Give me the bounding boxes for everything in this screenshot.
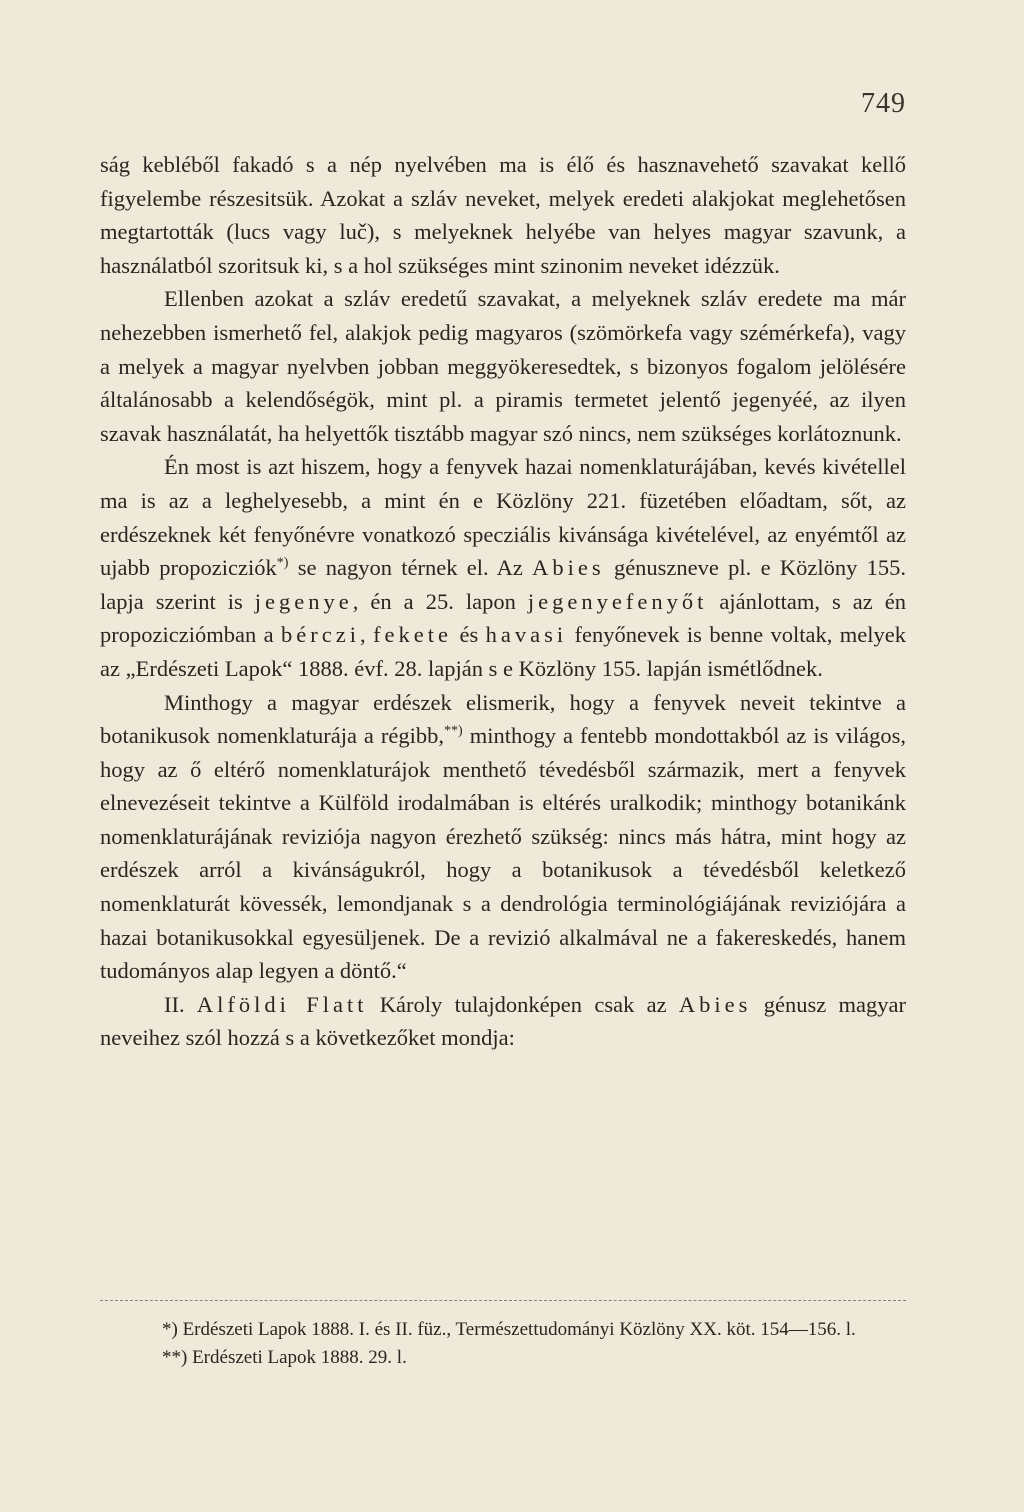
- footnote-ref-2: **): [444, 723, 463, 739]
- paragraph-5-text-a: II.: [164, 991, 197, 1017]
- term-abies-2: Abies: [678, 991, 752, 1017]
- author-name: Alföldi Flatt: [196, 991, 368, 1017]
- footnote-divider: [100, 1300, 906, 1301]
- paragraph-3-text-c: génuszneve pl. e Közlöny 155. lapja szerint is: [100, 555, 906, 614]
- term-jegenye: jegenye: [254, 588, 353, 614]
- footnotes: [100, 1316, 906, 1372]
- paragraph-4-text-a: Minthogy a magyar erdészek elismerik, hogy a fenyvek neveit tekintve a botanikusok nomenklaturája a régibb,: [100, 689, 906, 749]
- term-abies: Abies: [532, 555, 605, 581]
- paragraph-3-text-a: Én most is azt hiszem, hogy a fenyvek hazai nomenklaturájában, kevés kivétellel ma is az a leghelyesebb, a mint én e Közlöny 221. füzetében előadtam, sőt, az erdészeknek két fenyőnévre vonatkozó specziális kivánsága kivételével, az enyémtől az ujabb propozicziók: [100, 454, 906, 581]
- paragraph-4: [100, 686, 906, 988]
- paragraph-5-text-b: Károly tulajdonképen csak az: [367, 991, 679, 1017]
- term-jegenyefenyo: jegenyefenyőt: [527, 588, 708, 614]
- paragraph-3-text-f: ,: [360, 622, 374, 648]
- term-berczi: bérczi: [281, 622, 360, 648]
- paragraph-3-text-g: és: [452, 622, 486, 648]
- paragraph-3-text-d: , én a 25. lapon: [352, 588, 528, 614]
- term-fekete: fekete: [373, 622, 453, 648]
- paragraph-5: [100, 988, 906, 1055]
- paragraph-3-text-h: fenyőnevek is benne voltak, melyek az „Erdészeti Lapok“ 1888. évf. 28. lapján s e Közlöny 155. lapján ismétlődnek.: [100, 622, 906, 681]
- page-number: 749: [861, 88, 906, 119]
- paragraph-3: [100, 450, 906, 685]
- paragraph-3-text-e: ajánlottam, s az én propozicziómban a: [100, 588, 906, 648]
- term-havasi: havasi: [485, 622, 568, 648]
- paragraph-2: Ellenben azokat a szláv eredetű szavakat, a melyeknek szláv eredete ma már nehezebben ismerhető fel, alakjok pedig magyaros (szömörkefa vagy szémérkefa), vagy a melyek a magyar nyelvben jobban meggyökeresedtek, s bizonyos fogalom jelölésére általánosabb a kelendőségök, mint pl. a piramis termetet jelentő jegenyéé, az ilyen szavak használatát, ha helyettők tisztább magyar szó nincs, nem szükséges korlátoznunk.: [100, 286, 906, 446]
- footnote-1: *) Erdészeti Lapok 1888. I. és II. füz., Természettudományi Közlöny XX. köt. 154—156. l.: [162, 1319, 856, 1340]
- paragraph-5-text-c: génusz magyar neveihez szól hozzá s a következőket mondja:: [100, 991, 906, 1051]
- paragraph-1: ság kebléből fakadó s a nép nyelvében ma is élő és hasznavehető szavakat kellő figyelembe részesitsük. Azokat a szláv neveket, melyek eredeti alakjokat meglehetősen megtartották (lucs vagy luč), s melyeknek helyébe van helyes magyar szavunk, a használatból szoritsuk ki, s a hol szükséges mint szinonim neveket idézzük.: [100, 152, 906, 278]
- footnote-2: **) Erdészeti Lapok 1888. 29. l.: [162, 1347, 407, 1368]
- body-text: [100, 148, 906, 1055]
- paragraph-4-text-b: minthogy a fentebb mondottakból az is világos, hogy az ő eltérő nomenklaturájok menthető tévedésből származik, mert a fenyvek elnevezéseit tekintve a Külföld irodalmában is eltérés uralkodik; minthogy botanikánk nomenklaturájának reviziója nagyon érezhető szükség: nincs más hátra, mint hogy az erdészek arról a kivánságukról, hogy a botanikusok a tévedésből keletkező nomenklaturát kövessék, lemondjanak s a dendrológia terminológiájának reviziójára a hazai botanikusokkal egyesüljenek. De a revizió alkalmával ne a fakereskedés, hanem tudományos alap legyen a döntő.“: [100, 723, 906, 984]
- paragraph-3-text-b: se nagyon térnek el. Az: [288, 555, 533, 581]
- footnote-ref-1: *): [276, 555, 289, 571]
